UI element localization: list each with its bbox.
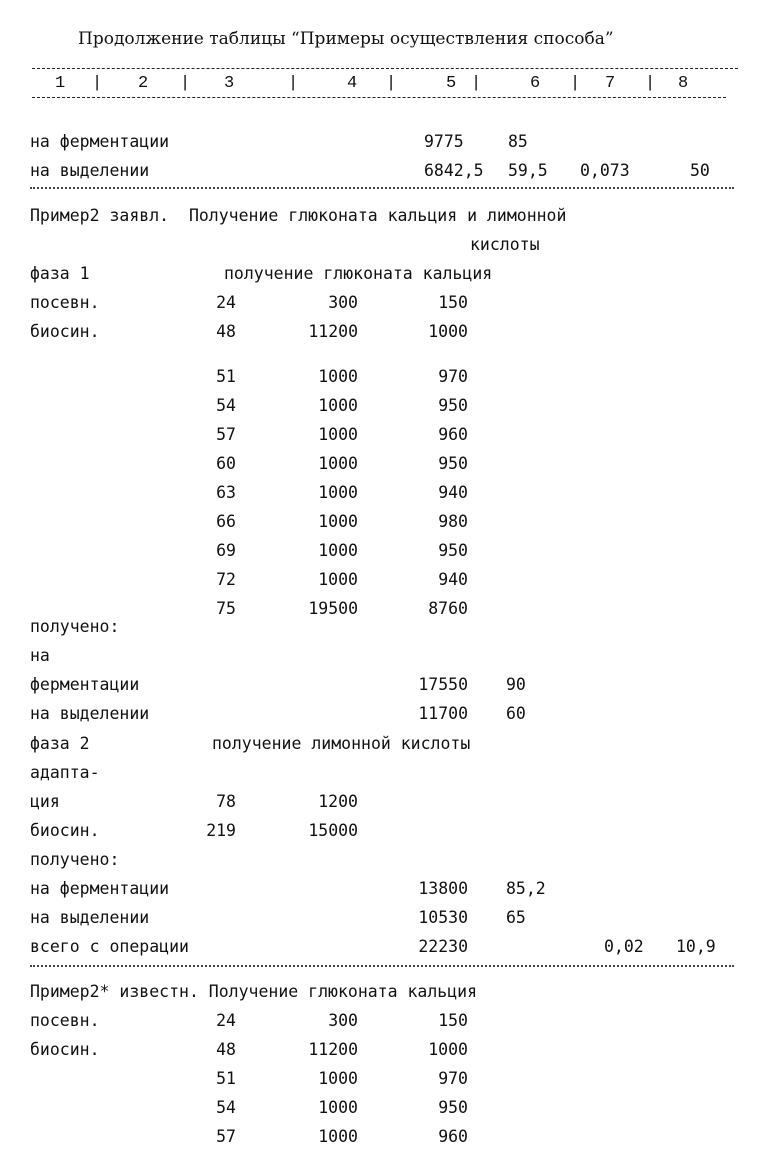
cell-col4: 970 bbox=[438, 1069, 468, 1088]
cell-col3: 1000 bbox=[318, 1069, 358, 1088]
column-number: 6 bbox=[530, 74, 541, 93]
row-label: на bbox=[30, 646, 50, 665]
column-number: 3 bbox=[224, 74, 235, 93]
cell-col4: 8760 bbox=[428, 599, 468, 618]
column-separator: | bbox=[471, 74, 482, 93]
cell-col4: 970 bbox=[438, 367, 468, 386]
phase-description: получение лимонной кислоты bbox=[212, 734, 471, 753]
cell-col3: 1000 bbox=[318, 1098, 358, 1117]
cell-col3: 300 bbox=[328, 293, 358, 312]
cell-col4: 950 bbox=[438, 1098, 468, 1117]
header-top-rule bbox=[32, 68, 738, 69]
cell-col2: 48 bbox=[216, 322, 236, 341]
column-separator: | bbox=[386, 74, 397, 93]
phase-description: получение глюконата кальция bbox=[224, 264, 493, 283]
cell-col2: 48 bbox=[216, 1040, 236, 1059]
column-separator: | bbox=[288, 74, 299, 93]
cell-col6: 60 bbox=[506, 704, 526, 723]
row-label: посевн. bbox=[30, 1011, 100, 1030]
cell-col4: 1000 bbox=[428, 1040, 468, 1059]
row-label: биосин. bbox=[30, 322, 100, 341]
table-continuation-title: Продолжение таблицы “Примеры осуществления способа” bbox=[78, 29, 614, 49]
cell-col6: 65 bbox=[506, 908, 526, 927]
cell-col4: 940 bbox=[438, 570, 468, 589]
cell-col3: 11200 bbox=[308, 1040, 358, 1059]
cell-col7: 0,073 bbox=[580, 161, 630, 180]
cell-col4: 960 bbox=[438, 425, 468, 444]
cell-col2: 57 bbox=[216, 1127, 236, 1146]
row-label: биосин. bbox=[30, 1040, 100, 1059]
cell-col3: 1000 bbox=[318, 541, 358, 560]
section-divider bbox=[30, 187, 734, 189]
cell-col2: 69 bbox=[216, 541, 236, 560]
example-title: Пример2* известн. Получение глюконата кальция bbox=[30, 982, 478, 1001]
cell-col6: 85 bbox=[508, 132, 528, 151]
column-separator: | bbox=[92, 74, 103, 93]
cell-col3: 1000 bbox=[318, 396, 358, 415]
cell-col2: 51 bbox=[216, 367, 236, 386]
cell-col5: 6842,5 bbox=[424, 161, 484, 180]
column-separator: | bbox=[570, 74, 581, 93]
cell-col2: 60 bbox=[216, 454, 236, 473]
cell-col5: 11700 bbox=[418, 704, 468, 723]
cell-col3: 1000 bbox=[318, 367, 358, 386]
cell-col3: 300 bbox=[328, 1011, 358, 1030]
obtained-label: получено: bbox=[30, 850, 120, 869]
cell-col3: 1000 bbox=[318, 512, 358, 531]
cell-col3: 1000 bbox=[318, 1127, 358, 1146]
row-label: на ферментации bbox=[30, 132, 170, 151]
row-label: на ферментации bbox=[30, 879, 170, 898]
cell-col4: 150 bbox=[438, 293, 468, 312]
obtained-label: получено: bbox=[30, 617, 120, 636]
row-label: ция bbox=[30, 792, 60, 811]
column-number: 8 bbox=[678, 74, 689, 93]
section-divider bbox=[30, 965, 734, 967]
column-number: 1 bbox=[55, 74, 66, 93]
cell-col7: 0,02 bbox=[604, 937, 644, 956]
cell-col4: 950 bbox=[438, 454, 468, 473]
example-title-continuation: кислоты bbox=[470, 235, 540, 254]
cell-col2: 54 bbox=[216, 396, 236, 415]
cell-col6: 59,5 bbox=[508, 161, 548, 180]
cell-col2: 24 bbox=[216, 293, 236, 312]
cell-col4: 950 bbox=[438, 396, 468, 415]
row-label: на выделении bbox=[30, 161, 150, 180]
cell-col2: 78 bbox=[216, 792, 236, 811]
cell-col4: 950 bbox=[438, 541, 468, 560]
row-label: на выделении bbox=[30, 908, 150, 927]
row-label: посевн. bbox=[30, 293, 100, 312]
cell-col3: 15000 bbox=[308, 821, 358, 840]
row-label: всего с операции bbox=[30, 937, 189, 956]
column-number: 4 bbox=[347, 74, 358, 93]
cell-col2: 75 bbox=[216, 599, 236, 618]
cell-col3: 1000 bbox=[318, 425, 358, 444]
cell-col3: 1000 bbox=[318, 483, 358, 502]
cell-col5: 9775 bbox=[424, 132, 464, 151]
column-separator: | bbox=[180, 74, 191, 93]
cell-col5: 10530 bbox=[418, 908, 468, 927]
cell-col2: 24 bbox=[216, 1011, 236, 1030]
cell-col2: 66 bbox=[216, 512, 236, 531]
cell-col2: 57 bbox=[216, 425, 236, 444]
cell-col6: 85,2 bbox=[506, 879, 546, 898]
cell-col2: 72 bbox=[216, 570, 236, 589]
cell-col3: 1000 bbox=[318, 570, 358, 589]
cell-col8: 10,9 bbox=[676, 937, 716, 956]
row-label: биосин. bbox=[30, 821, 100, 840]
column-separator: | bbox=[645, 74, 656, 93]
cell-col3: 1200 bbox=[318, 792, 358, 811]
cell-col5: 22230 bbox=[418, 937, 468, 956]
cell-col4: 980 bbox=[438, 512, 468, 531]
cell-col3: 11200 bbox=[308, 322, 358, 341]
cell-col4: 1000 bbox=[428, 322, 468, 341]
cell-col2: 51 bbox=[216, 1069, 236, 1088]
cell-col5: 13800 bbox=[418, 879, 468, 898]
column-number: 5 bbox=[446, 74, 457, 93]
cell-col6: 90 bbox=[506, 675, 526, 694]
cell-col4: 150 bbox=[438, 1011, 468, 1030]
cell-col8: 50 bbox=[690, 161, 710, 180]
cell-col5: 17550 bbox=[418, 675, 468, 694]
header-bottom-rule bbox=[32, 97, 726, 98]
cell-col2: 63 bbox=[216, 483, 236, 502]
row-label: на выделении bbox=[30, 704, 150, 723]
example-title: Пример2 заявл. Получение глюконата кальция и лимонной bbox=[30, 206, 567, 225]
phase-label: фаза 1 bbox=[30, 264, 90, 283]
cell-col4: 960 bbox=[438, 1127, 468, 1146]
row-label: ферментации bbox=[30, 675, 140, 694]
phase-label: фаза 2 bbox=[30, 734, 90, 753]
cell-col4: 940 bbox=[438, 483, 468, 502]
column-number: 7 bbox=[605, 74, 616, 93]
row-label: адапта- bbox=[30, 763, 100, 782]
cell-col2: 54 bbox=[216, 1098, 236, 1117]
cell-col3: 19500 bbox=[308, 599, 358, 618]
cell-col3: 1000 bbox=[318, 454, 358, 473]
column-number: 2 bbox=[138, 74, 149, 93]
cell-col2: 219 bbox=[206, 821, 236, 840]
